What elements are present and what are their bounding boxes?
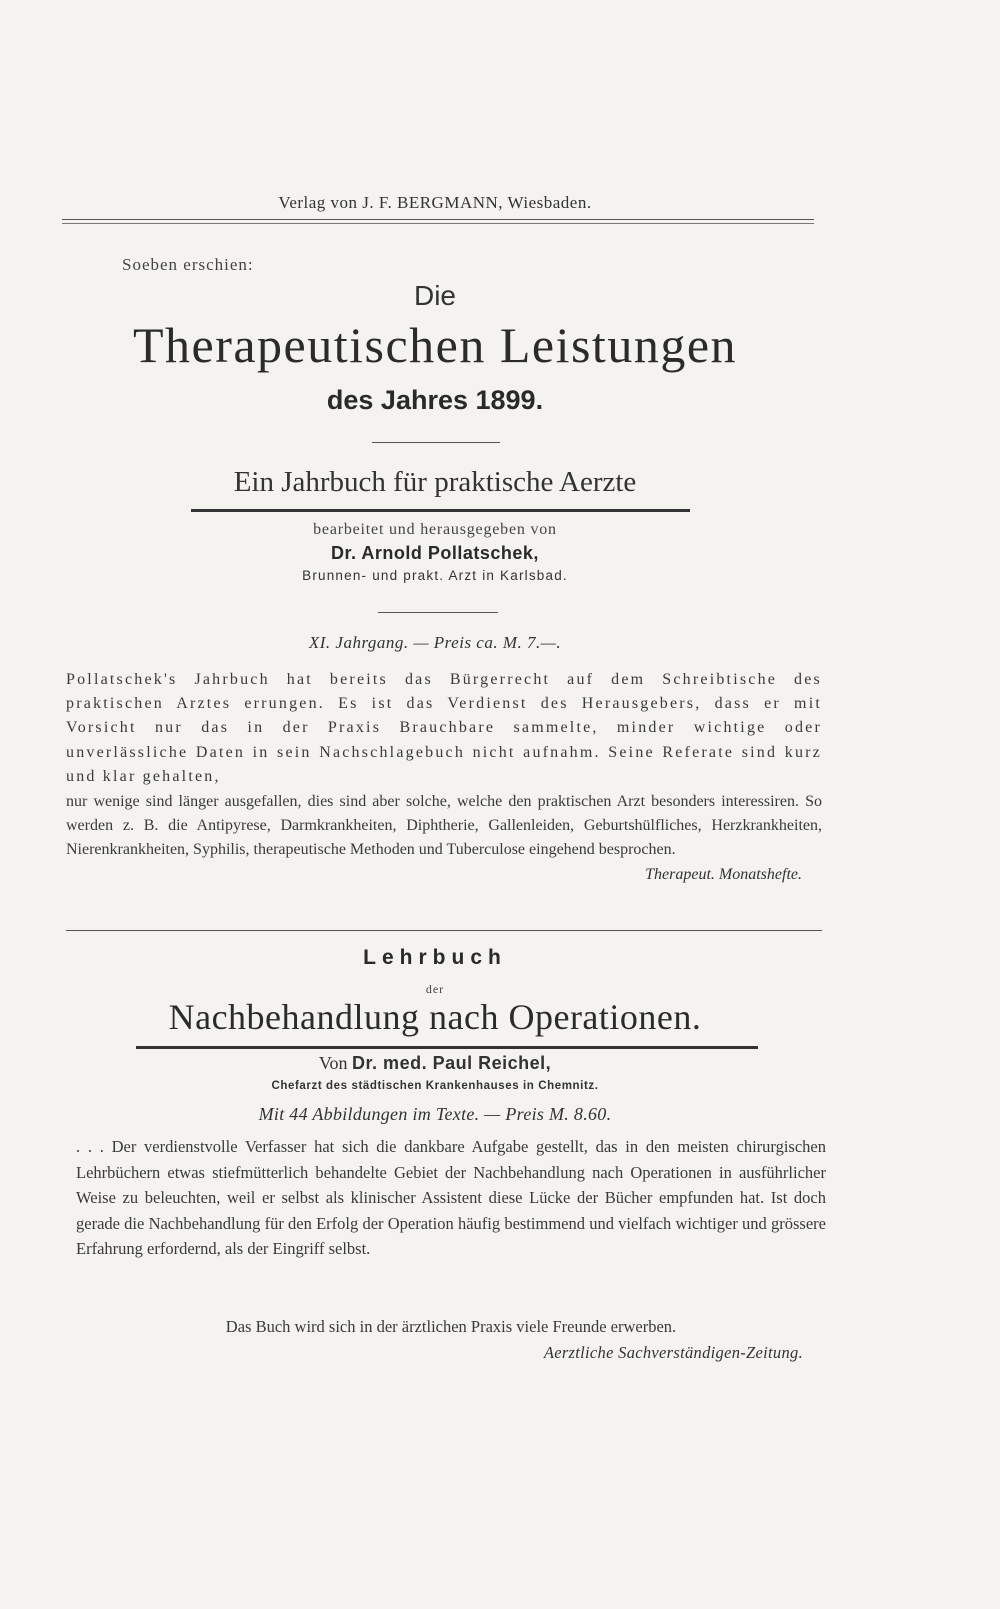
divider-short-2 [378, 612, 498, 613]
book2-author-affiliation: Chefarzt des städtischen Krankenhauses in Chemnitz. [271, 1080, 599, 1092]
book1-title-year: des Jahres 1899. [326, 385, 544, 415]
book2-author: Dr. med. Paul Reichel, [352, 1053, 552, 1073]
book2-title: Nachbehandlung nach Operationen. [168, 997, 702, 1037]
divider-short [372, 442, 500, 443]
edited-by: bearbeitet und herausgegeben von [313, 521, 557, 538]
book2-review-source: Aerztliche Sachverständigen-Zeitung. [543, 1343, 803, 1362]
book2-author-prefix: Von [318, 1053, 348, 1073]
book1-review-part2 [66, 790, 822, 887]
book2-review-closing: Das Buch wird sich in der ärztlichen Praxis viele Freunde erwerben. [225, 1317, 677, 1336]
book1-subtitle: Ein Jahrbuch für praktische Aerzte [233, 466, 637, 498]
book1-review-text: nur wenige sind länger ausgefallen, dies sind aber solche, welche den praktischen Arzt besonders interessiren. So werden z. B. die Antipyrese, Darmkrankheiten, Diphtherie, Gallenleiden, Geburtshülfliches, Herzkrankheiten, Nierenkrankheiten, Syphilis, therapeutische Methoden und Tuberculose eingehend besprochen. [66, 793, 822, 859]
book1-author-affiliation: Brunnen- und prakt. Arzt in Karlsbad. [302, 568, 568, 583]
book2-review: . . . Der verdienstvolle Verfasser hat sich die dankbare Aufgabe gestellt, das in den meisten chirurgischen Lehrbüchern etwas stiefmütterlich behandelte Gebiet der Nachbehandlung nach Operationen in ausführlicher Weise zu beleuchten, weil er selbst als klinischer Assistent diese Lücke der Bücher empfunden hat. Ist doch gerade die Nachbehandlung für den Erfolg der Operation häufig bestimmend und vielfach wichtiger und grössere Erfahrung erfordernd, als der Eingriff selbst. [76, 1137, 826, 1258]
book2-title-line1: Lehrbuch [363, 946, 507, 969]
header-rule-top [62, 219, 814, 220]
publisher-line: Verlag von J. F. BERGMANN, Wiesbaden. [278, 193, 592, 212]
book2-edition-price: Mit 44 Abbildungen im Texte. — Preis M. 8.60. [258, 1104, 612, 1124]
book1-title: Therapeutischen Leistungen [132, 317, 738, 373]
book2-author-line [0, 1053, 870, 1074]
section-divider [66, 930, 822, 931]
book2-title-line2: der [425, 982, 445, 996]
header-rule-bottom [62, 223, 814, 224]
book2-title-underline [136, 1046, 758, 1049]
subtitle-underline [191, 509, 690, 512]
announcement: Soeben erschien: [122, 255, 254, 274]
book1-edition-price: XI. Jahrgang. — Preis ca. M. 7.—. [308, 633, 562, 652]
book1-author: Dr. Arnold Pollatschek, [331, 543, 539, 563]
title-article: Die [413, 280, 456, 311]
book1-review-part1: Pollatschek's Jahrbuch hat bereits das Bürgerrecht auf dem Schreibtische des praktischen Arztes errungen. Es ist das Verdienst des Herausgebers, dass er mit Vorsicht nur das in der Praxis Brauchbare sammelte, minder wichtige oder unverlässliche Daten in sein Nachschlagebuch nicht aufnahm. Seine Referate sind kurz und klar gehalten, [66, 671, 822, 785]
book1-review-source: Therapeut. Monatshefte. [645, 865, 802, 883]
